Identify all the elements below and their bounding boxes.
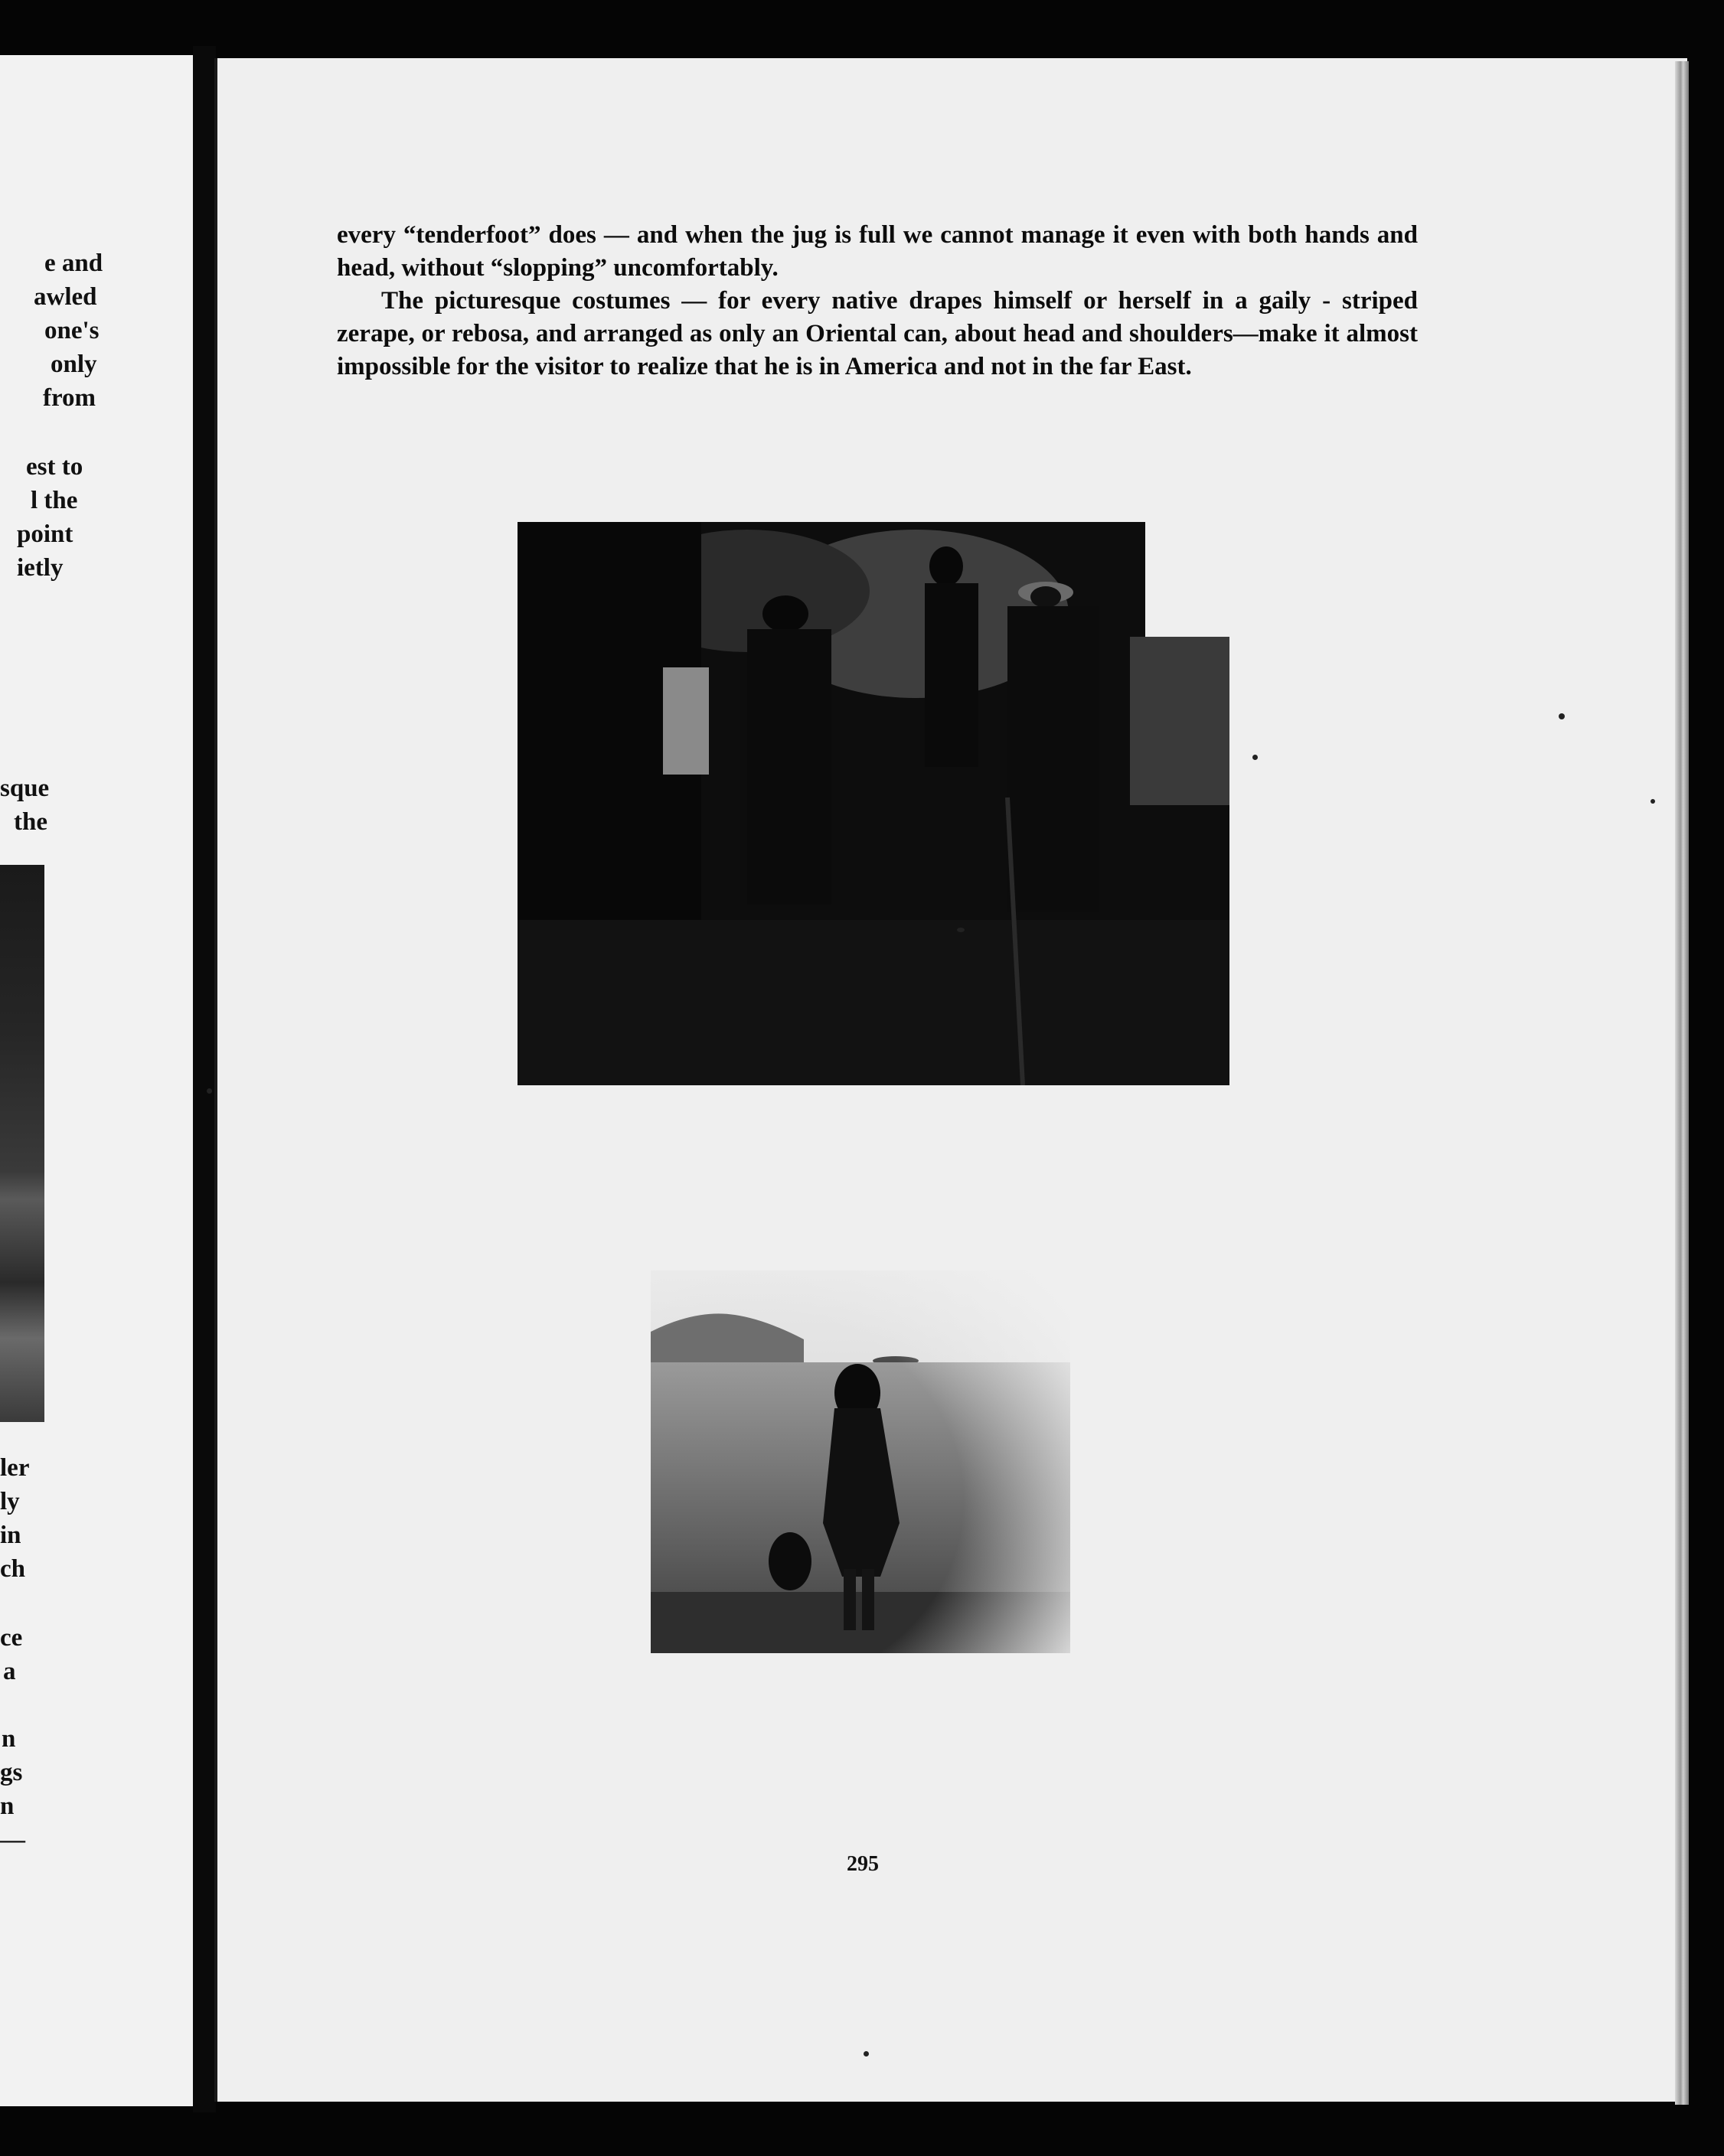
previous-page-line: from xyxy=(43,384,96,412)
previous-page-line: ch xyxy=(0,1555,25,1583)
previous-page-line: gs xyxy=(0,1759,23,1786)
previous-page-line: est to xyxy=(26,453,83,481)
book-gutter xyxy=(193,46,216,2112)
scan-speck xyxy=(207,1088,212,1094)
previous-page-line: ler xyxy=(0,1454,30,1482)
crowd-photograph xyxy=(518,522,1229,1085)
previous-page-line: the xyxy=(14,808,47,836)
previous-page-line: ietly xyxy=(17,554,64,582)
scan-speck xyxy=(1252,755,1258,760)
previous-page-line: ce xyxy=(0,1624,23,1652)
scan-speck xyxy=(864,2051,869,2057)
paragraph: every “tenderfoot” does — and when the jug is full we cannot manage it even with both hands and head, without “slopping” uncomfortably. xyxy=(337,221,1418,282)
scan-speck xyxy=(1651,799,1655,804)
previous-page-photo xyxy=(0,865,44,1422)
scan-speck xyxy=(957,928,965,932)
previous-page-line: sque xyxy=(0,775,50,802)
previous-page-line: point xyxy=(17,520,73,548)
previous-page-line: n xyxy=(2,1725,16,1753)
woman-with-jug-photograph xyxy=(651,1270,1070,1653)
previous-page-line: one's xyxy=(44,317,100,344)
scan-speck xyxy=(1559,713,1565,719)
previous-page-line: only xyxy=(51,351,97,378)
paragraph: The picturesque costumes — for every native drapes himself or herself in a gaily - striped zerape, or rebosa, and arranged as only an Oriental can, about head and shoulders—make it almost impossible for the visitor to realize that he is in America and not in the far East. xyxy=(337,287,1418,380)
previous-page-line: e and xyxy=(44,250,103,277)
previous-page-line: l the xyxy=(31,487,78,514)
page-edge xyxy=(1675,61,1689,2105)
previous-page-line: in xyxy=(0,1522,21,1549)
previous-page-line: ly xyxy=(0,1488,20,1515)
page-number: 295 xyxy=(847,1852,879,1876)
previous-page-line: — xyxy=(0,1826,25,1854)
previous-page-line: a xyxy=(3,1658,16,1685)
previous-page-line: n xyxy=(0,1792,15,1820)
body-text xyxy=(337,219,1418,383)
previous-page-line: awled xyxy=(34,283,97,311)
